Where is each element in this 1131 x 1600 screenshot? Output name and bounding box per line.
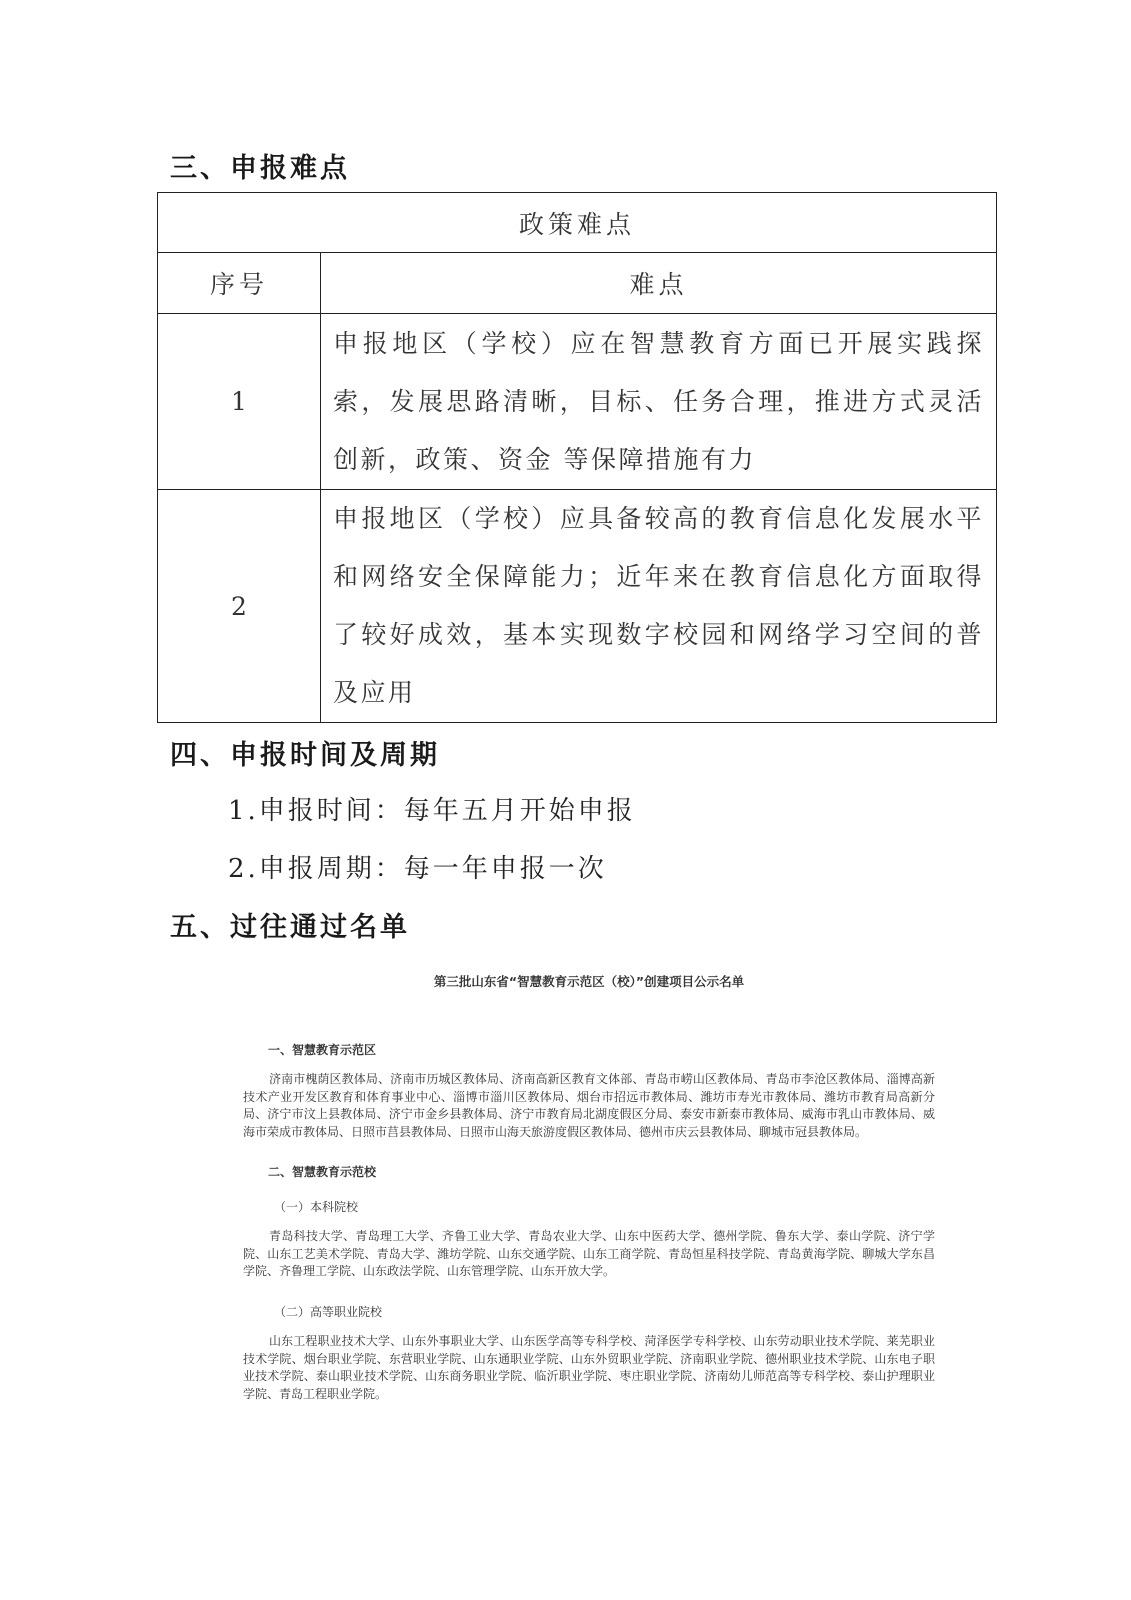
table-header-row	[158, 253, 997, 314]
table-caption-row	[158, 193, 997, 253]
section-3-heading: 三、申报难点	[170, 153, 350, 184]
demo-district-heading: 一、智慧教育示范区	[268, 1043, 377, 1057]
row-number: 1	[158, 314, 321, 490]
row-text: 申报地区（学校）应在智慧教育方面已开展实践探索，发展思路清晰，目标、任务合理，推进方式灵活创新，政策、资金 等保障措施有力	[321, 314, 997, 490]
undergraduate-list: 青岛科技大学、青岛理工大学、齐鲁工业大学、青岛农业大学、山东中医药大学、德州学院、鲁东大学、泰山学院、济宁学院、山东工艺美术学院、青岛大学、潍坊学院、山东交通学院、山东工商学院、青岛恒星科技学院、青岛黄海学院、聊城大学东昌学院、齐鲁理工学院、山东政法学院、山东管理学院、山东开放大学。	[243, 1229, 935, 1278]
demo-district-list: 济南市槐荫区教体局、济南市历城区教体局、济南高新区教育文体部、青岛市崂山区教体局、青岛市李沧区教体局、淄博高新技术产业开发区教育和体育事业中心、淄博市淄川区教体局、烟台市招远市教体局、潍坊市寿光市教体局、潍坊市教育局高新分局、济宁市汶上县教体局、济宁市金乡县教体局、济宁市教育局北湖度假区分局、泰安市新泰市教体局、威海市乳山市教体局、威海市荣成市教体局、日照市莒县教体局、日照市山海天旅游度假区教体局、德州市庆云县教体局、聊城市冠县教体局。	[243, 1072, 935, 1139]
vocational-list: 山东工程职业技术大学、山东外事职业大学、山东医学高等专科学校、菏泽医学专科学校、山东劳动职业技术学院、莱芜职业技术学院、烟台职业学院、东营职业学院、山东通职业学院、山东外贸职业学院、济南职业学院、德州职业技术学院、山东电子职业技术学院、泰山职业技术学院、山东商务职业学院、临沂职业学院、枣庄职业学院、济南幼儿师范高等专科学校、泰山护理职业学院、青岛工程职业学院。	[243, 1334, 935, 1401]
table-caption: 政策难点	[158, 193, 997, 253]
application-time: 1.申报时间：每年五月开始申报	[228, 796, 636, 826]
column-header-no: 序号	[158, 253, 321, 314]
section-5-heading: 五、过往通过名单	[170, 912, 410, 943]
table-row	[158, 314, 997, 490]
row-number: 2	[158, 490, 321, 723]
undergraduate-heading: （一）本科院校	[274, 1200, 359, 1214]
row-text: 申报地区（学校）应具备较高的教育信息化发展水平和网络安全保障能力；近年来在教育信息化方面取得了较好成效，基本实现数字校园和网络学习空间的普及应用	[321, 490, 997, 723]
policy-difficulty-table	[157, 192, 997, 723]
application-cycle: 2.申报周期：每一年申报一次	[228, 854, 607, 884]
vocational-heading: （二）高等职业院校	[274, 1305, 383, 1319]
column-header-item: 难点	[321, 253, 997, 314]
section-4-heading: 四、申报时间及周期	[170, 740, 440, 771]
publication-title: 第三批山东省“智慧教育示范区（校）”创建项目公示名单	[433, 974, 745, 989]
demo-school-heading: 二、智慧教育示范校	[268, 1165, 377, 1179]
table-row	[158, 490, 997, 723]
